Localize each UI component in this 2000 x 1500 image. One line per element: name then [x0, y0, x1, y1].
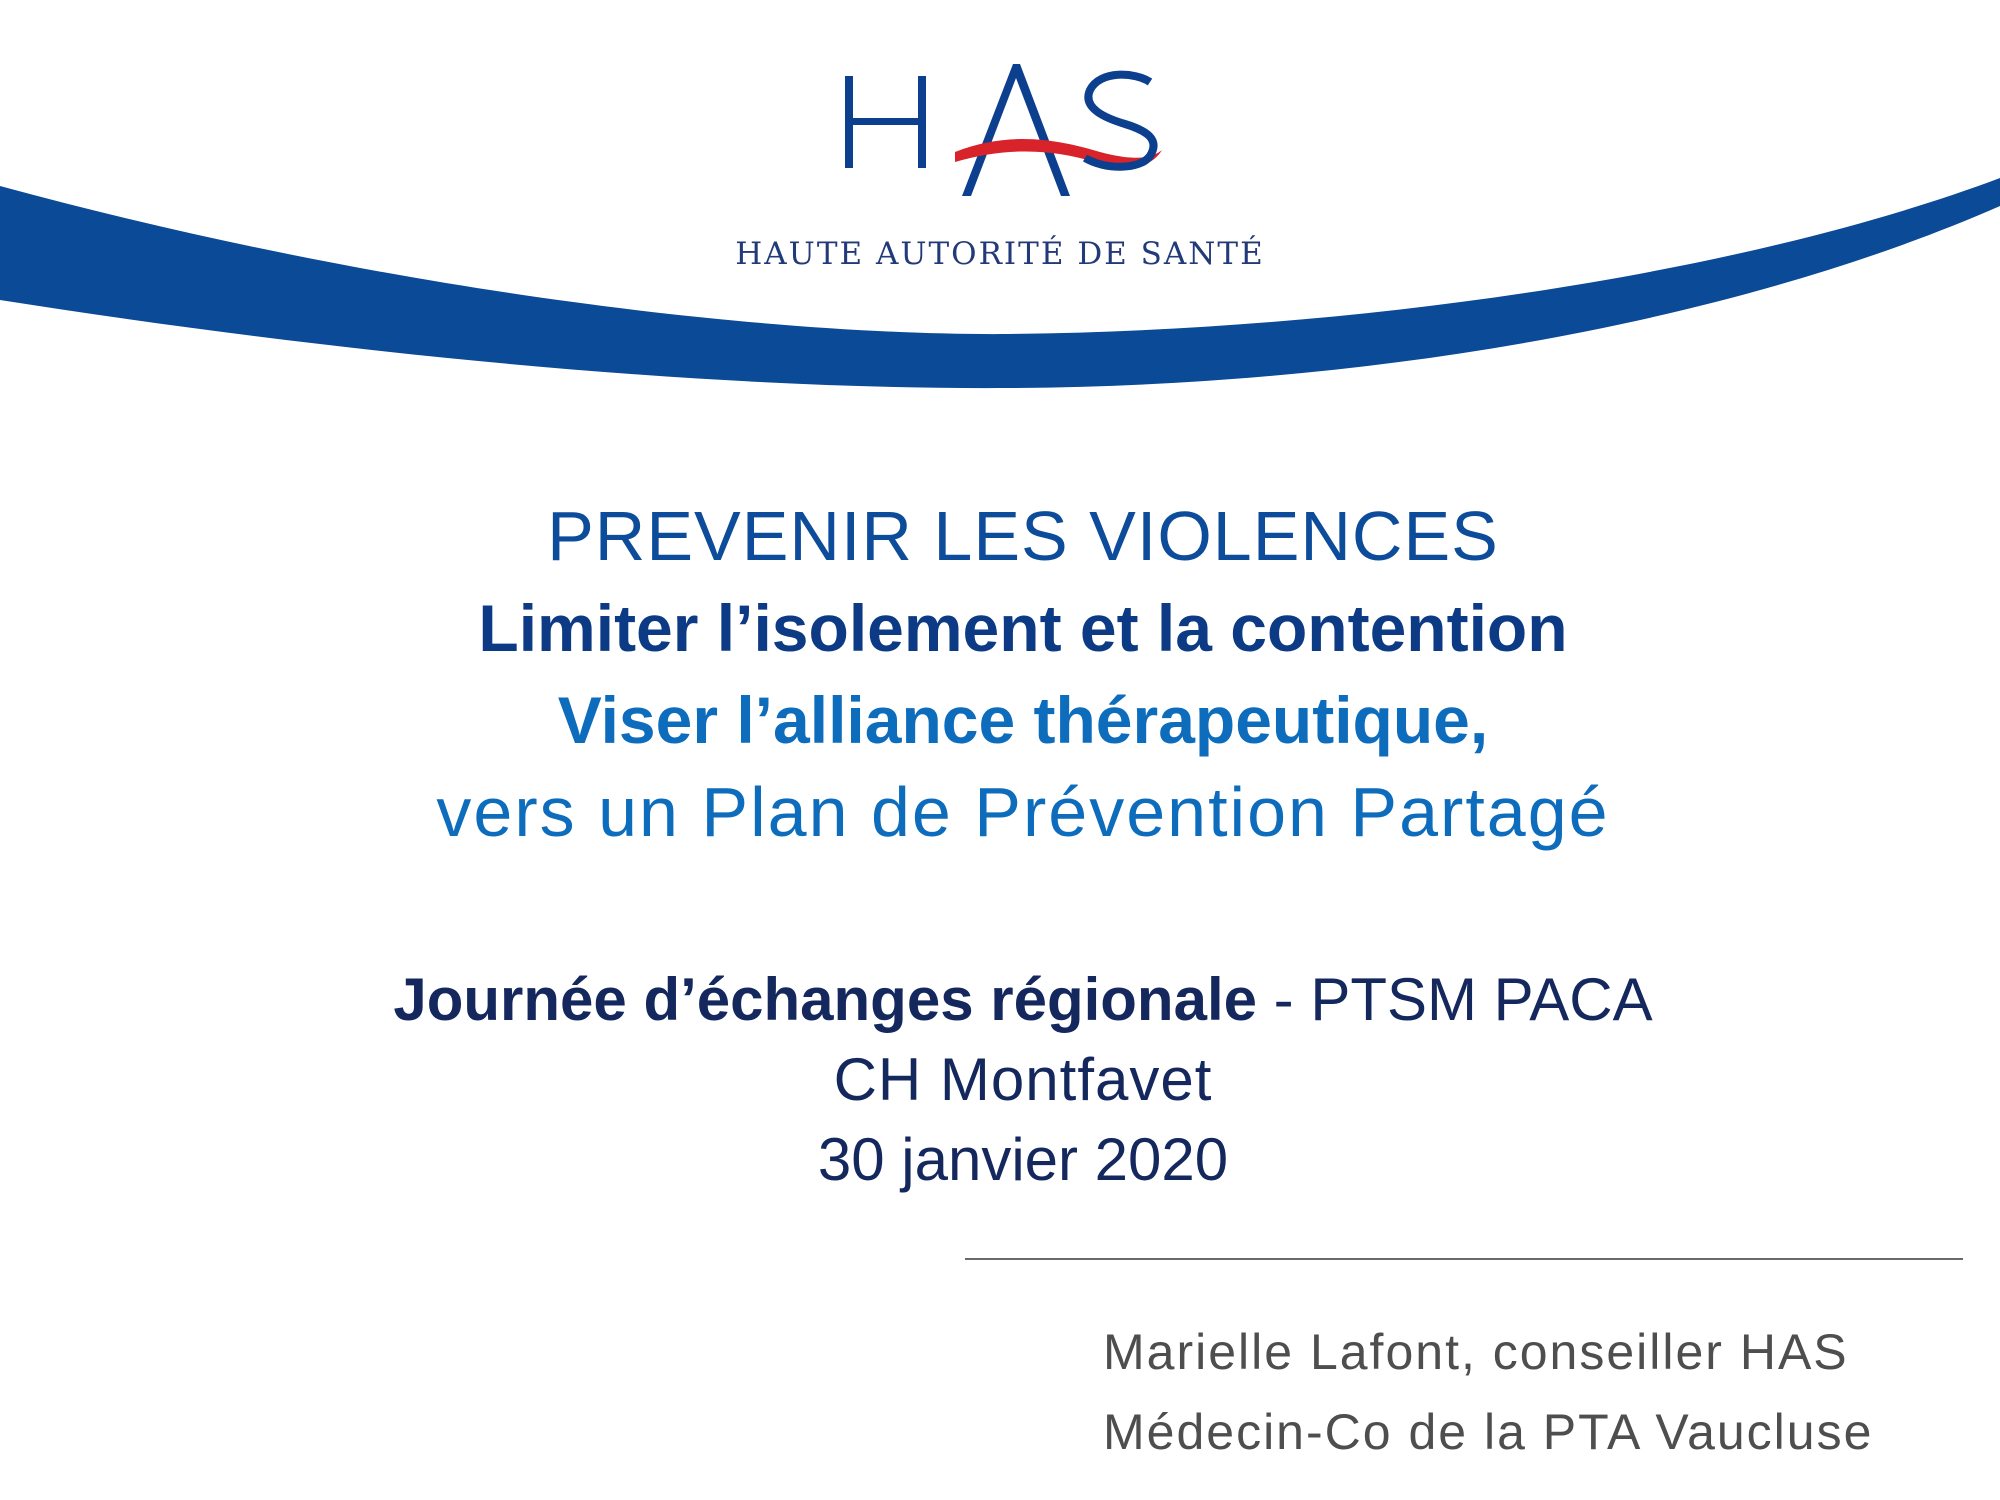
author-affiliation: Médecin-Co de la PTA Vaucluse [1103, 1404, 1874, 1460]
logo-subtitle: HAUTE AUTORITÉ DE SANTÉ [735, 236, 1265, 272]
event-place: CH Montfavet [833, 1046, 1213, 1113]
blue-swoosh [0, 178, 2000, 388]
title-line-plan: vers un Plan de Prévention Partagé [436, 773, 1610, 851]
title-line-prevenir: PREVENIR LES VIOLENCES [547, 497, 1499, 575]
author-divider [965, 1258, 1963, 1260]
author-info [1103, 1312, 1873, 1472]
event-separator: - [1257, 966, 1311, 1033]
title-line-limiter: Limiter l’isolement et la contention [478, 591, 1568, 665]
event-name: Journée d’échanges régionale [393, 966, 1257, 1033]
has-logo [845, 64, 1162, 196]
event-date: 30 janvier 2020 [817, 1126, 1229, 1193]
title-line-viser: Viser l’alliance thérapeutique, [557, 683, 1489, 757]
slide-title-block [0, 490, 2000, 858]
event-organization: PTSM PACA [1310, 966, 1653, 1033]
logo-letter-h-bar [845, 118, 926, 125]
header-banner [0, 0, 2000, 420]
logo-letter-a [962, 64, 1070, 196]
author-name-role: Marielle Lafont, conseiller HAS [1103, 1324, 1849, 1380]
event-info [0, 960, 2000, 1200]
event-title-line [0, 960, 2000, 1040]
